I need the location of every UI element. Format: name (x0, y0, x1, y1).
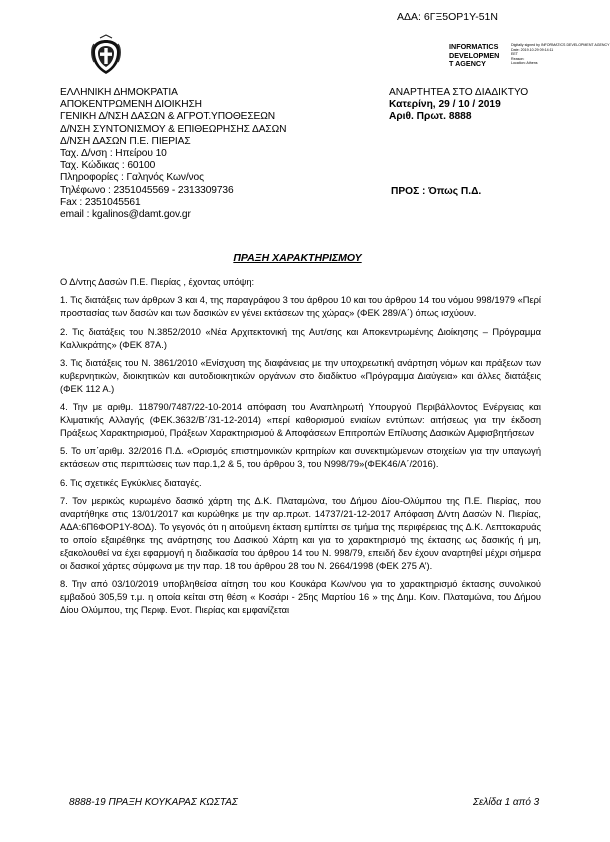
sender-block (60, 87, 286, 221)
posting-note: ΑΝΑΡΤΗΤΕΑ ΣΤΟ ΔΙΑΔΙΚΤΥΟ (389, 87, 529, 98)
agency-line-3: T AGENCY (449, 59, 486, 69)
paragraph-4: 4. Την με αριθμ. 118790/7487/22-10-2014 απόφαση του Αναπληρωτή Υπουργού Περιβάλλοντος Ενέργειας και Κλιματικής Αλλαγής (ΦΕΚ.3632/Β΄/31-12-2014) «περί καθορισμού ενιαίων εντύπων: αιτήσεως για την έκδοση Πράξεως Χαρακτηρισμού, Πράξεων Χαρακτηρισμού & Αποφάσεων Επιτροπών Επίλυσης Δασικών Αμφισβητήσεων (60, 402, 541, 439)
paragraph-2: 2. Τις διατάξεις του Ν.3852/2010 «Νέα Αρχιτεκτονική της Αυτ/σης και Αποκεντρωμένης Διοίκησης – Πρόγραμμα Καλλικράτης» (ΦΕΚ 87Α.) (60, 326, 541, 350)
sender-line: Ταχ. Δ/νση : Ηπείρου 10 (60, 148, 167, 160)
signature-line: Date: 2019.10.29 09:14:11 (511, 47, 554, 52)
sender-line: ΓΕΝΙΚΗ Δ/ΝΣΗ ΔΑΣΩΝ & ΑΓΡΟΤ.ΥΠΟΘΕΣΕΩΝ (60, 111, 276, 123)
signature-line: Location: Athens (511, 61, 538, 65)
sender-line: ΕΛΛΗΝΙΚΗ ΔΗΜΟΚΡΑΤΙΑ (60, 87, 178, 98)
paragraph-5: 5. Το υπ΄αριθμ. 32/2016 Π.Δ. «Ορισμός επιστημονικών κριτηρίων και συνεκτιμώμενων στοιχείων για την υπαγωγή εκτάσεων στις περιπτώσεις των παρ.1,2 & 5, του άρθρου 3, του Ν998/79»(ΦΕΚ46/Α΄/2016). (60, 446, 541, 470)
sender-line: Δ/ΝΣΗ ΣΥΝΤΟΝΙΣΜΟΥ & ΕΠΙΘΕΩΡΗΣΗΣ ΔΑΣΩΝ (60, 123, 287, 135)
sender-line: Τηλέφωνο : 2351045569 - 2313309736 (60, 184, 234, 196)
paragraph-6: 6. Τις σχετικές Εγκύκλιες διαταγές. (60, 477, 202, 488)
document-date: Κατερίνη, 29 / 10 / 2019 (389, 99, 501, 111)
page-number: Σελίδα 1 από 3 (473, 797, 540, 808)
protocol-number: Αριθ. Πρωτ. 8888 (389, 111, 472, 123)
sender-email: email : kgalinos@damt.gov.gr (60, 209, 191, 221)
paragraph-intro: Ο Δ/ντης Δασών Π.Ε. Πιερίας , έχοντας υπόψη: (60, 277, 255, 287)
footer-filename: 8888-19 ΠΡΑΞΗ ΚΟΥΚΑΡΑΣ ΚΩΣΤΑΣ (69, 797, 238, 808)
informatics-agency-label (449, 43, 499, 69)
document-body (60, 276, 541, 622)
sender-line: Ταχ. Κώδικας : 60100 (60, 160, 156, 172)
recipient: ΠΡΟΣ : Όπως Π.Δ. (391, 186, 482, 197)
sender-line: Πληροφορίες : Γαληνός Κων/νος (60, 172, 204, 184)
paragraph-7: 7. Τον μερικώς κυρωμένο δασικό χάρτη της Δ.Κ. Πλαταμώνα, του Δήμου Δίου-Ολύμπου της Π.Ε. Πιερίας, που αναρτήθηκε στις 13/01/2017 και κυρώθηκε με την αρ.πρωτ. 14737/21-12-2017 Απόφαση Δ/ντη Δασών Ν. Πιερίας, ΑΔΑ:6Π6ΦΟΡ1Υ-8ΟΔ). Το γεγονός ότι η αιτούμενη έκταση εμπίπτει σε τμήμα της περιφέρειας της Δ.Κ. Λεπτοκαρυάς το οποίο εξαιρέθηκε της ανάρτησης του Δασικού Χάρτη και για το χαρακτηρισμό της έκτασης ως δασικής ή μη, εξακολουθεί να έχει εφαρμογή η διαδικασία του άρθρου 14 του Ν. 998/79, επειδή δεν έχουν αναρτηθεί μέχρι σήμερα οι δασικοί χάρτες σύμφωνα με την παρ. 18 του άρθρου 28 του Ν. 2664/1998 (ΦΕΚ 275 Α’). (60, 496, 541, 571)
greek-emblem-icon (88, 34, 124, 76)
agency-line-2: DEVELOPMEN (449, 50, 500, 60)
signature-line: Digitally signed by INFORMATICS DEVELOPMENT AGENCY (511, 43, 610, 47)
signature-line: Reason: (511, 56, 525, 61)
ada-code: ΑΔΑ: 6ΓΞ5ΟΡ1Υ-51Ν (397, 11, 498, 23)
document-title: ΠΡΑΞΗ ΧΑΡΑΚΤΗΡΙΣΜΟΥ (233, 252, 362, 264)
digital-signature-block (511, 43, 610, 66)
agency-line-1: INFORMATICS (449, 42, 499, 51)
paragraph-1: 1. Τις διατάξεις των άρθρων 3 και 4, της παραγράφου 3 του άρθρου 10 και του άρθρου 14 του νόμου 998/1979 «Περί προστασίας των δασών και των δασικών εν γένει εκτάσεων της χώρας» (ΦΕΚ 289/Α΄) όπως ισχύουν. (60, 295, 541, 319)
sender-line: ΑΠΟΚΕΝΤΡΩΜΕΝΗ ΔΙΟΙΚΗΣΗ (60, 99, 202, 111)
sender-line: Δ/ΝΣΗ ΔΑΣΩΝ Π.Ε. ΠΙΕΡΙΑΣ (60, 135, 191, 147)
document-meta (389, 87, 528, 124)
paragraph-8: 8. Την από 03/10/2019 υποβληθείσα αίτηση του κου Κουκάρα Κων/νου για το χαρακτηρισμό έκτασης συνολικού εμβαδού 305,59 τ.μ. η οποία κείται στη θέση « Κοσάρι - 25ης Μαρτίου 16 » της Δημ. Κοιν. Πλαταμώνα, του Δήμου Δίου Ολύμπου, της Περιφ. Ενοτ. Πιερίας και εμφανίζεται (60, 579, 541, 615)
signature-line: EET (511, 52, 518, 56)
sender-line: Fax : 2351045561 (60, 196, 141, 208)
paragraph-3: 3. Τις διατάξεις του Ν. 3861/2010 «Ενίσχυση της διαφάνειας με την υποχρεωτική ανάρτηση νόμων και πράξεων των κυβερνητικών, διοικητικών και αυτοδιοικητικών οργάνων στο διαδίκτυο «Πρόγραμμα Διαύγεια» και άλλες διατάξεις (ΦΕΚ 112 Α.) (60, 358, 541, 394)
